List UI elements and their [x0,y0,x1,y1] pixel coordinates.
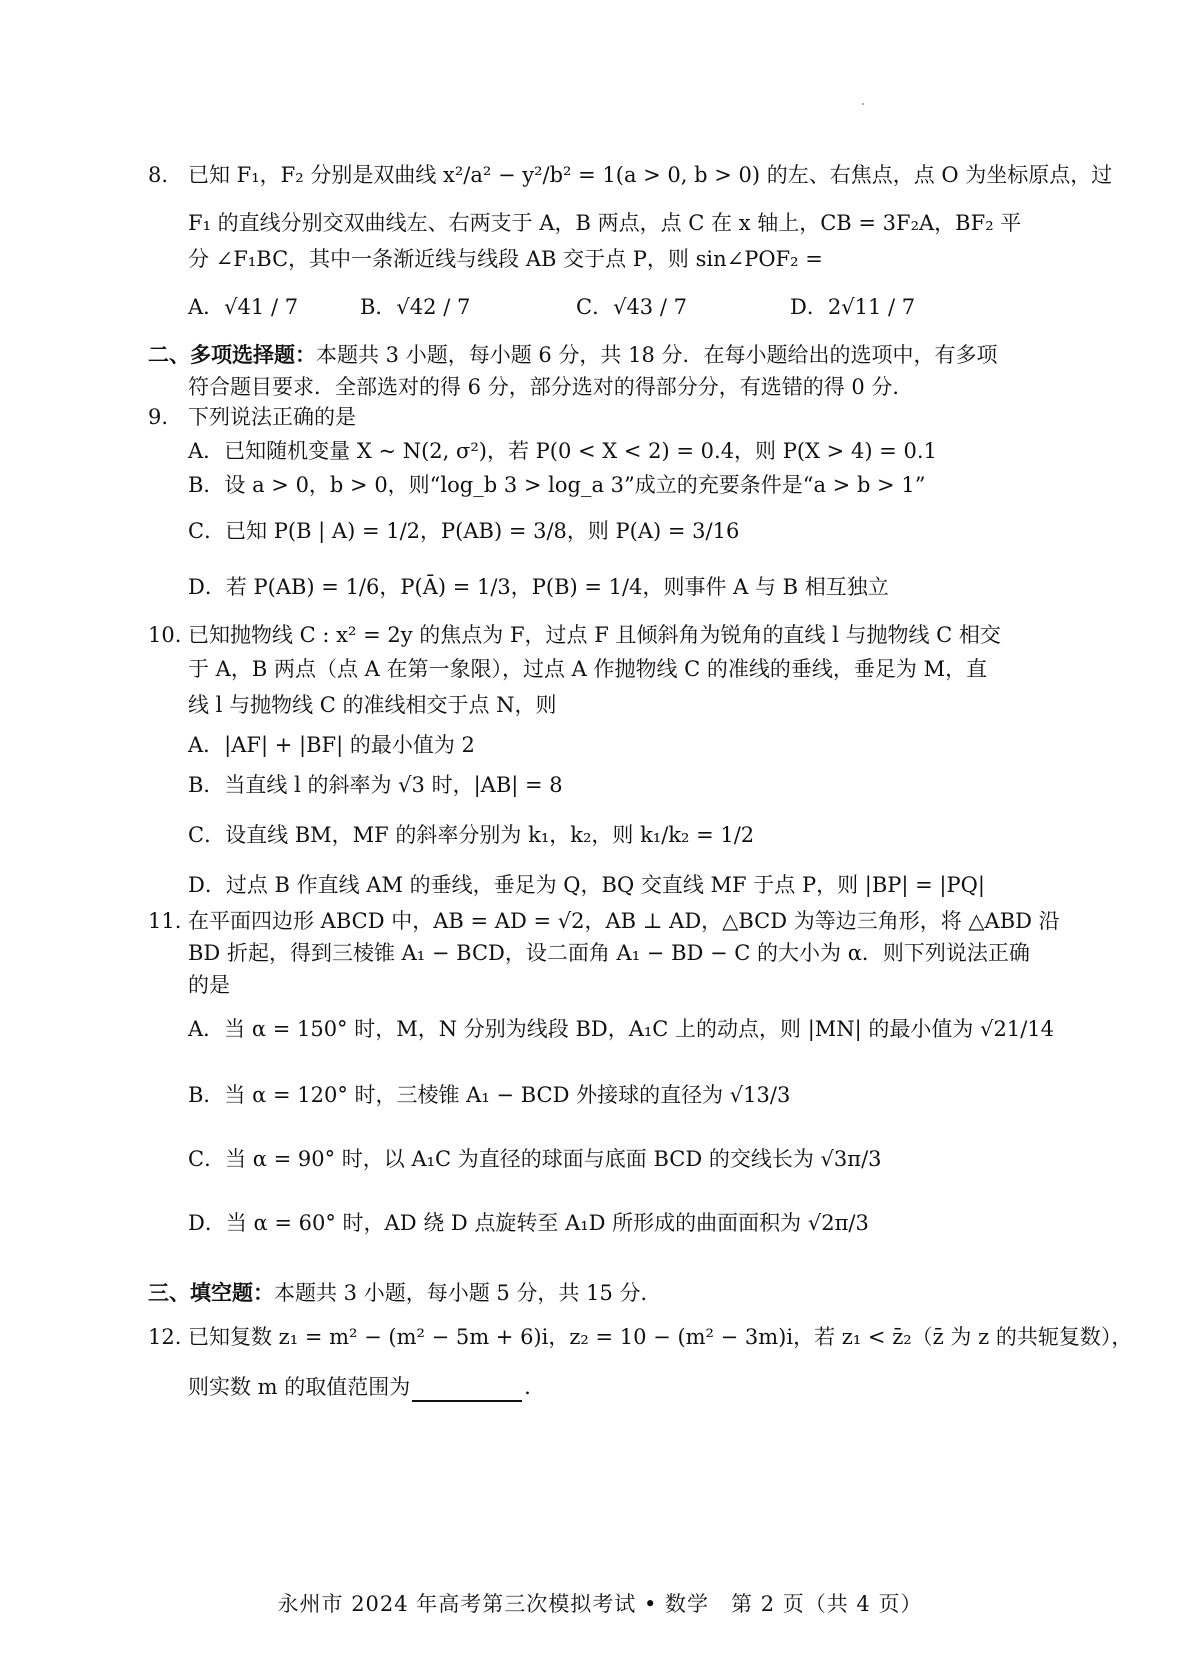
section-instructions: 符合题目要求．全部选对的得 6 分，部分选对的得部分分，有选错的得 0 分． [188,375,914,399]
question-text: 已知复数 z₁ = m² − (m² − 5m + 6)i，z₂ = 10 − (m² − 3m)i，若 z₁ < z̄₂（z̄ 为 z 的共轭复数）， [188,1325,1133,1349]
option-b: B．当 α = 120° 时，三棱锥 A₁ − BCD 外接球的直径为 √13/3 [188,1083,791,1107]
section-heading: 二、多项选择题： [148,342,316,367]
option-a: A．已知随机变量 X ~ N(2, σ²)，若 P(0 < X < 2) = 0.4，则 P(X > 4) = 0.1 [188,439,937,463]
option-b: B．√42 / 7 [360,295,471,319]
question-text: F₁ 的直线分别交双曲线左、右两支于 A，B 两点，点 C 在 x 轴上，CB = 3F₂A，BF₂ 平 [188,211,1022,235]
section-heading-line [148,1278,662,1308]
option-c: C．已知 P(B | A) = 1/2，P(AB) = 3/8，则 P(A) = 3/16 [188,519,740,543]
option-d: D．当 α = 60° 时，AD 绕 D 点旋转至 A₁D 所形成的曲面面积为 √2π/3 [188,1211,869,1235]
question-text: 线 l 与抛物线 C 的准线相交于点 N，则 [188,693,557,717]
section-heading-line [148,340,998,370]
section-instructions: 本题共 3 小题，每小题 6 分，共 18 分．在每小题给出的选项中，有多项 [316,343,998,367]
answer-blank[interactable] [412,1378,522,1402]
question-text: BD 折起，得到三棱锥 A₁ − BCD，设二面角 A₁ − BD − C 的大小为 α．则下列说法正确 [188,941,1030,965]
option-c: C．√43 / 7 [576,295,687,319]
question-text: 在平面四边形 ABCD 中，AB = AD = √2，AB ⊥ AD，△BCD 为等边三角形，将 △ABD 沿 [188,909,1060,933]
question-text: ． [524,1375,546,1399]
question-text: 的是 [188,973,230,997]
section-heading: 三、填空题： [148,1280,274,1305]
page-footer: 永州市 2024 年高考第三次模拟考试 • 数学 第 2 页（共 4 页） [277,1592,923,1616]
option-a: A．当 α = 150° 时，M，N 分别为线段 BD，A₁C 上的动点，则 |MN| 的最小值为 √21/14 [188,1017,1055,1041]
option-d: D．若 P(AB) = 1/6，P(Ā) = 1/3，P(B) = 1/4，则事件 A 与 B 相互独立 [188,575,889,599]
option-d: D．2√11 / 7 [790,295,916,319]
question-number: 11. [148,909,182,933]
question-text: 已知 F₁，F₂ 分别是双曲线 x²/a² − y²/b² = 1(a > 0, b > 0) 的左、右焦点，点 O 为坐标原点，过 [188,163,1113,187]
question-number: 8. [148,163,169,187]
question-text-line [188,1372,545,1402]
question-number: 12. [148,1325,182,1349]
question-text: 下列说法正确的是 [188,405,356,429]
question-text: 于 A，B 两点（点 A 在第一象限），过点 A 作抛物线 C 的准线的垂线，垂足为 M，直 [188,657,988,681]
question-number: 9. [148,405,169,429]
option-a: A．√41 / 7 [188,295,299,319]
question-text: 则实数 m 的取值范围为 [188,1375,411,1399]
option-a: A．|AF| + |BF| 的最小值为 2 [188,733,475,757]
scan-speck [862,103,864,105]
question-text: 已知抛物线 C : x² = 2y 的焦点为 F，过点 F 且倾斜角为锐角的直线 l 与抛物线 C 相交 [188,623,1001,647]
option-b: B．设 a > 0，b > 0，则“log_b 3 > log_a 3”成立的充要条件是“a > b > 1” [188,473,926,497]
option-c: C．设直线 BM，MF 的斜率分别为 k₁，k₂，则 k₁/k₂ = 1/2 [188,823,755,847]
option-b: B．当直线 l 的斜率为 √3 时，|AB| = 8 [188,773,563,797]
option-c: C．当 α = 90° 时，以 A₁C 为直径的球面与底面 BCD 的交线长为 √3π/3 [188,1147,882,1171]
section-instructions: 本题共 3 小题，每小题 5 分，共 15 分． [274,1281,662,1305]
option-d: D．过点 B 作直线 AM 的垂线，垂足为 Q，BQ 交直线 MF 于点 P，则 |BP| = |PQ| [188,873,985,897]
question-number: 10. [148,623,182,647]
question-text: 分 ∠F₁BC，其中一条渐近线与线段 AB 交于点 P，则 sin∠POF₂ = [188,247,823,271]
